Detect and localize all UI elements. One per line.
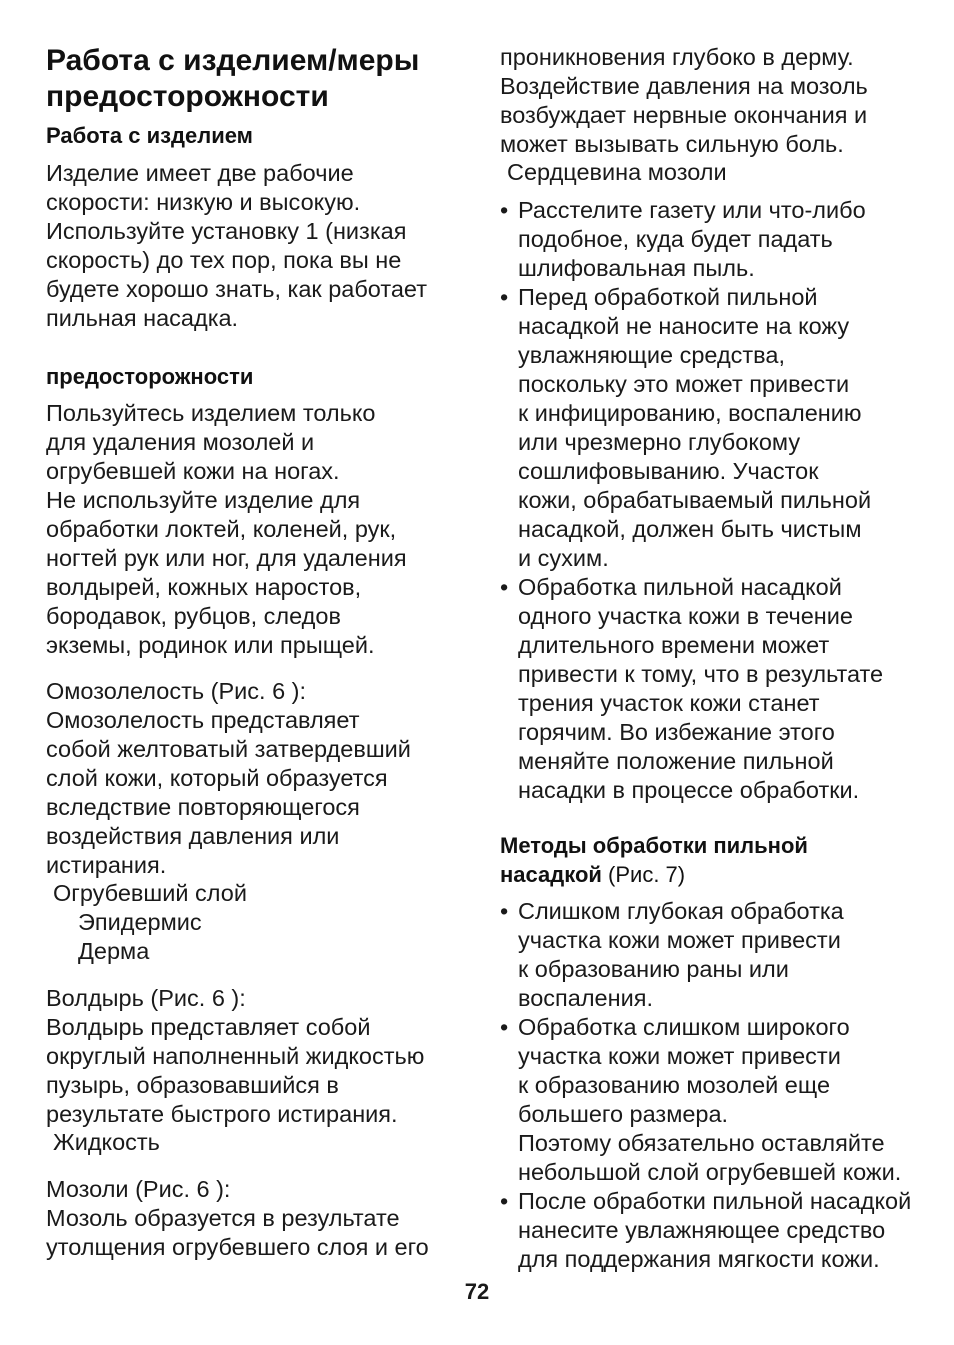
operation-heading: Работа с изделием: [46, 123, 253, 148]
methods-heading: [500, 831, 808, 889]
corn-text-continued: проникновения глубоко в дерму. Воздействие давления на мозоль возбуждает нервные окончания и может вызывать сильную боль.: [500, 44, 868, 157]
callus-text: Омозолелость (Рис. 6 ): Омозолелость представляет собой желтоватый затвердевший слой кожи, который образуется вследствие повторяющегося воздействия давления или истирания.: [46, 678, 411, 878]
callus-label-dermis: Дерма: [78, 938, 150, 964]
operation-text: Изделие имеет две рабочие скорости: низкую и высокую. Используйте установку 1 (низкая скорость) до тех пор, пока вы не будете хорошо знать, как работает пильная насадка.: [46, 160, 427, 331]
blister-text: Волдырь (Рис. 6 ): Волдырь представляет собой округлый наполненный жидкостью пузырь, образовавшийся в результате быстрого истирания.: [46, 985, 425, 1127]
callus-label-epidermis: Эпидермис: [78, 909, 202, 935]
corn-label-core: Сердцевина мозоли: [507, 159, 727, 185]
precaution-bullet-list: [500, 196, 930, 805]
page-number: 72: [464, 1279, 490, 1304]
page-title: Работа с изделием/меры предосторожности: [46, 44, 420, 113]
list-item: • Обработка пильной насадкой одного участка кожи в течение длительного времени может привести к тому, что в результате трения участок кожи станет горячим. Во избежание этого меняйте положение пильной насадки в процессе обработки.: [500, 573, 930, 805]
methods-heading-text: Методы обработки пильной насадкой: [500, 833, 808, 887]
list-item: • Слишком глубокая обработка участка кожи может привести к образованию раны или воспаления.: [500, 897, 930, 1013]
list-item: • Расстелите газету или что-либо подобное, куда будет падать шлифовальная пыль.: [500, 196, 930, 283]
precautions-text: Пользуйтесь изделием только для удаления мозолей и огрубевшей кожи на ногах. Не используйте изделие для обработки локтей, коленей, рук, ногтей рук или ног, для удаления волдырей, кожных наростов, бородавок, рубцов, следов экземы, родинок или прыщей.: [46, 400, 407, 658]
blister-label-fluid: Жидкость: [53, 1129, 160, 1155]
callus-label-outer-layer: Огрубевший слой: [53, 880, 247, 906]
methods-bullet-list: [500, 897, 930, 1274]
list-item: • Обработка слишком широкого участка кожи может привести к образованию мозолей еще большего размера. Поэтому обязательно оставляйте небольшой слой огрубевшей кожи.: [500, 1013, 930, 1187]
precautions-heading: предосторожности: [46, 364, 254, 389]
corn-text: Мозоли (Рис. 6 ): Мозоль образуется в результате утолщения огрубевшего слоя и его: [46, 1176, 429, 1260]
list-item: • Перед обработкой пильной насадкой не наносите на кожу увлажняющие средства, поскольку это может привести к инфицированию, воспалению или чрезмерно глубокому сошлифовыванию. Участок кожи, обрабатываемый пильной насадкой, должен быть чистым и сухим.: [500, 283, 930, 573]
list-item: • После обработки пильной насадкой нанесите увлажняющее средство для поддержания мягкости кожи.: [500, 1187, 930, 1274]
methods-figure-ref: (Рис. 7): [601, 862, 686, 887]
